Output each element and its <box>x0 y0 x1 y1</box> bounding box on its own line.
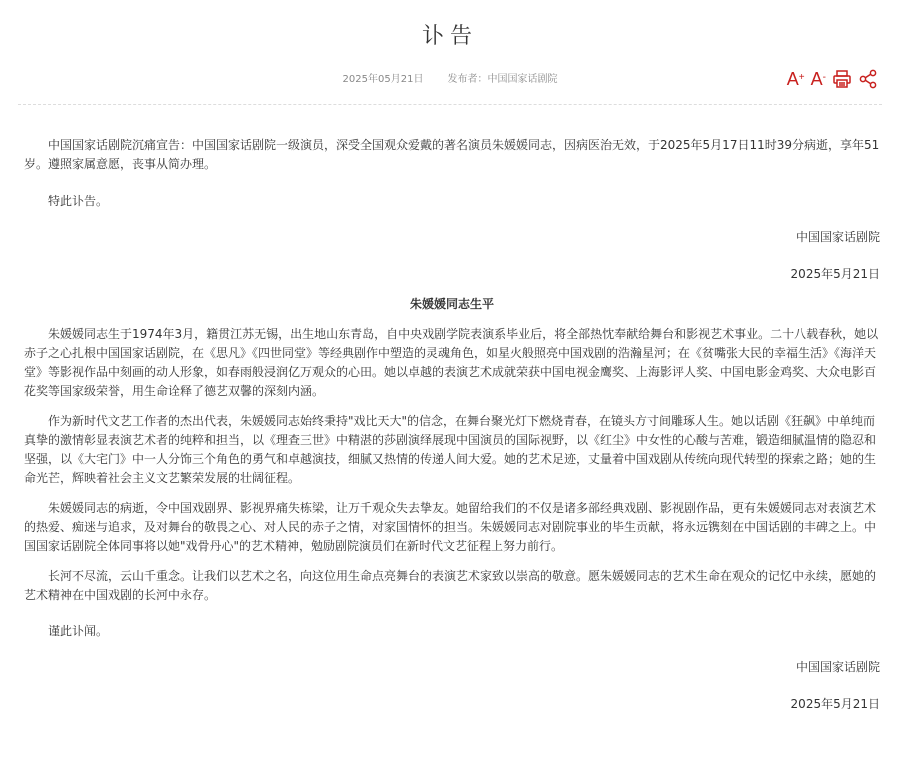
font-decrease-label: A <box>810 69 823 89</box>
page-title: 讣告 <box>421 24 478 49</box>
signature-date-2: 2025年5月21日 <box>790 697 880 711</box>
biography-paragraph-4: 长河不尽流，云山千重念。让我们以艺术之名，向这位用生命点亮舞台的表演艺术家致以崇高的敬意。愿朱媛媛同志的艺术生命在观众的记忆中永续，愿她的艺术精神在中国戏剧的长河中永存。 <box>24 569 877 602</box>
article-toolbar <box>787 66 878 92</box>
signature-org: 中国国家话剧院 <box>795 230 880 244</box>
publish-date: 2025年05月21日 <box>342 74 424 85</box>
header-divider <box>18 104 882 105</box>
article-body <box>24 136 880 714</box>
font-increase-button[interactable] <box>787 69 805 89</box>
signature-date: 2025年5月21日 <box>790 267 880 281</box>
font-increase-label: A <box>786 69 799 89</box>
font-decrease-mark: - <box>822 72 826 83</box>
print-button[interactable] <box>832 69 852 89</box>
print-icon <box>832 69 852 89</box>
announcement-paragraph: 中国国家话剧院沉痛宣告：中国国家话剧院一级演员，深受全国观众爱戴的著名演员朱媛媛同志，因病医治无效，于2025年5月17日11时39分病逝，享年51岁。遵照家属意愿，丧事从简办理。 <box>24 138 880 171</box>
biography-title: 朱媛媛同志生平 <box>409 297 494 311</box>
font-increase-mark: + <box>798 72 805 83</box>
font-decrease-button[interactable] <box>811 69 826 89</box>
closing-line: 谨此讣闻。 <box>48 624 109 638</box>
share-button[interactable] <box>858 69 878 89</box>
announcement-closing: 特此讣告。 <box>48 194 109 208</box>
publisher: 发布者：中国国家话剧院 <box>447 74 558 85</box>
signature-org-2: 中国国家话剧院 <box>795 660 880 674</box>
biography-paragraph-2: 作为新时代文艺工作者的杰出代表，朱媛媛同志始终秉持"戏比天大"的信念，在舞台聚光灯下燃烧青春，在镜头方寸间雕琢人生。她以话剧《狂飙》中单纯而真挚的激情彰显表演艺术者的纯粹和担当，以《理查三世》中精湛的莎剧演绎展现中国演员的国际视野，以《红尘》中女性的心酸与苦难，锻造细腻温情的隐忍和坚强，以《大宅门》中一人分饰三个角色的勇气和卓越演技，细腻又热情的传递人间大爱。她的艺术足迹，丈量着中国戏剧从传统向现代转型的探索之路；她的生命光芒，辉映着社会主义文艺繁荣发展的壮阔征程。 <box>24 414 877 485</box>
article-meta <box>0 73 900 87</box>
share-icon <box>858 69 878 89</box>
biography-paragraph-1: 朱媛媛同志生于1974年3月，籍贯江苏无锡，出生地山东青岛，自中央戏剧学院表演系毕业后，将全部热忱奉献给舞台和影视艺术事业。二十八载春秋，她以赤子之心扎根中国国家话剧院，在《思凡》《四世同堂》等经典剧作中塑造的灵魂角色，如星火般照亮中国戏剧的浩瀚星河；在《贫嘴张大民的幸福生活》《海洋天堂》等影视作品中刻画的动人形象，如春雨般浸润亿万观众的心田。她以卓越的表演艺术成就荣获中国电视金鹰奖、上海影评人奖、中国电影金鸡奖、大众电影百花奖等国家级荣誉，用生命诠释了德艺双馨的深刻内涵。 <box>24 327 879 398</box>
biography-paragraph-3: 朱媛媛同志的病逝，令中国戏剧界、影视界痛失栋梁，让万千观众失去挚友。她留给我们的不仅是诸多部经典戏剧、影视剧作品，更有朱媛媛同志对表演艺术的热爱、痴迷与追求，及对舞台的敬畏之心、对人民的赤子之情，对家国情怀的担当。朱媛媛同志对剧院事业的毕生贡献，将永远镌刻在中国话剧的丰碑之上。中国国家话剧院全体同事将以她"戏骨丹心"的艺术精神，勉励剧院演员们在新时代文艺征程上努力前行。 <box>24 501 877 553</box>
